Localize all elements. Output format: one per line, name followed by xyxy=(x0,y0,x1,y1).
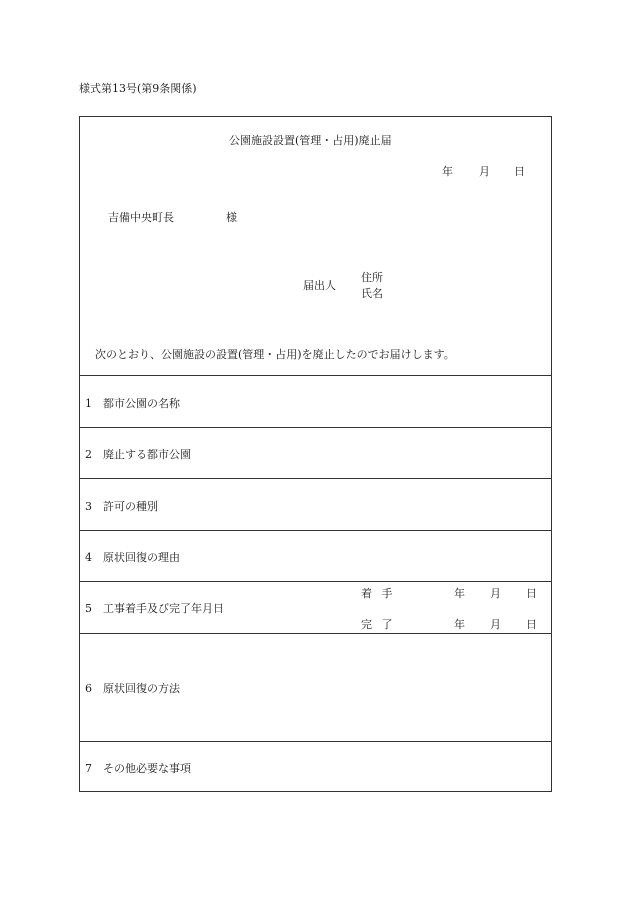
construction-end-label: 完 了 xyxy=(361,618,393,631)
row-label: その他必要な事項 xyxy=(103,762,191,775)
row-number: 6 xyxy=(85,682,92,695)
row-number: 7 xyxy=(85,762,92,775)
construction-end-day: 日 xyxy=(526,618,537,631)
addressee-name: 吉備中央町長 xyxy=(108,211,174,224)
row-label: 原状回復の方法 xyxy=(103,682,180,695)
divider-row-4 xyxy=(80,581,551,582)
date-year-label: 年 xyxy=(442,165,453,178)
divider-row-6 xyxy=(80,741,551,742)
construction-end-month: 月 xyxy=(490,618,501,631)
construction-end-year: 年 xyxy=(454,618,465,631)
date-day-label: 日 xyxy=(514,165,525,178)
form-number: 様式第13号(第9条関係) xyxy=(79,82,197,95)
row-label: 工事着手及び完了年月日 xyxy=(103,602,224,615)
row-number: 4 xyxy=(85,551,92,564)
row-number: 2 xyxy=(85,448,92,461)
construction-start-day: 日 xyxy=(526,587,537,600)
addressee-honorific: 様 xyxy=(226,211,237,224)
row-label: 都市公園の名称 xyxy=(103,397,180,410)
date-month-label: 月 xyxy=(479,165,490,178)
row-label: 原状回復の理由 xyxy=(103,551,180,564)
divider-row-5 xyxy=(80,633,551,634)
construction-start-label: 着 手 xyxy=(361,587,393,600)
table-row xyxy=(85,600,224,616)
table-row xyxy=(85,446,191,462)
form-box xyxy=(79,116,552,792)
divider-header xyxy=(80,375,551,376)
row-number: 5 xyxy=(85,602,92,615)
row-label: 許可の種別 xyxy=(103,500,158,513)
table-row xyxy=(85,395,180,411)
applicant-address-label: 住所 xyxy=(361,271,383,284)
construction-start-year: 年 xyxy=(454,587,465,600)
row-label: 廃止する都市公園 xyxy=(103,448,191,461)
row-number: 1 xyxy=(85,397,92,410)
table-row xyxy=(85,680,180,696)
table-row xyxy=(85,760,191,776)
row-number: 3 xyxy=(85,500,92,513)
divider-row-2 xyxy=(80,478,551,479)
divider-row-3 xyxy=(80,530,551,531)
construction-start-month: 月 xyxy=(490,587,501,600)
statement-text: 次のとおり、公園施設の設置(管理・占用)を廃止したのでお届けします。 xyxy=(95,348,455,361)
table-row xyxy=(85,498,158,514)
form-title: 公園施設設置(管理・占用)廃止届 xyxy=(229,134,392,147)
divider-row-1 xyxy=(80,427,551,428)
applicant-name-label: 氏名 xyxy=(361,287,383,300)
table-row xyxy=(85,549,180,565)
applicant-label: 届出人 xyxy=(303,279,336,292)
